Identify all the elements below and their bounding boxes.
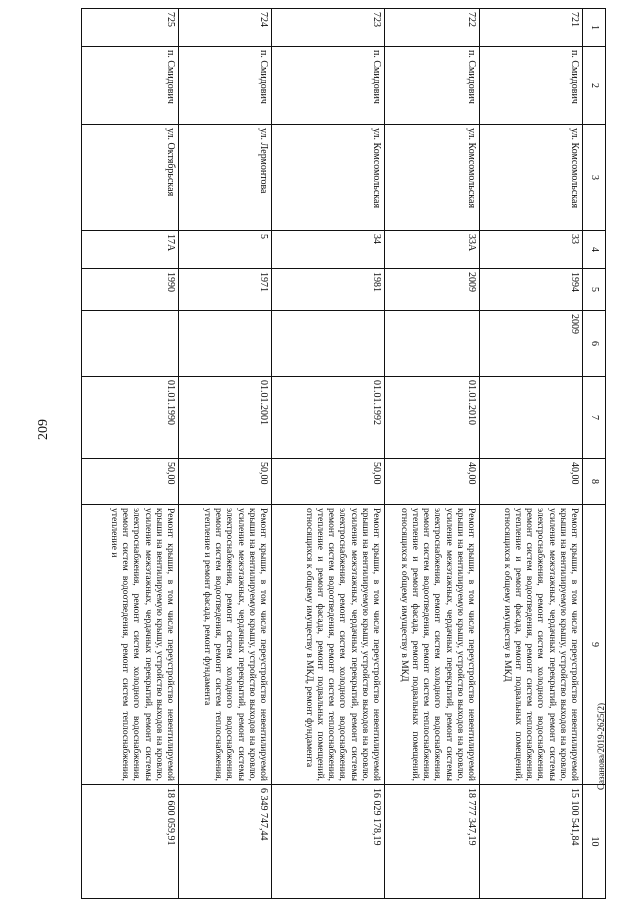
row-id: 721 (480, 9, 583, 47)
street-cell: ул. Октябрьская (82, 125, 179, 231)
percent-cell: 40,00 (480, 459, 583, 505)
year-built-cell: 1994 (480, 269, 583, 311)
row-id: 724 (179, 9, 272, 47)
street-cell: ул. Лермонтова (179, 125, 272, 231)
cost-cell: 16 029 178,19 (272, 785, 385, 899)
col-header-7: 7 (583, 377, 606, 459)
works-cell: Ремонт крыши, в том числе переустройство невентилируемой крыши на вентилируемую крышу, устройство выходов на кровлю, усиление межэтажных, чердачных перекрытий, ремонт системы электроснабжения, ремонт систем холодного водоснабжения, ремонт систем водоотведения, ремонт систем теплоснабжения, утепление и ремонт фасада, ремонт фундамента (179, 505, 272, 785)
table-row (179, 9, 272, 899)
date-7-cell: 01.01.1992 (272, 377, 385, 459)
row-id: 723 (272, 9, 385, 47)
col-header-4: 4 (583, 231, 606, 269)
col-header-2: 2 (583, 47, 606, 125)
settlement-cell: п. Смидович (385, 47, 480, 125)
table-row (480, 9, 583, 899)
date-7-cell: 01.01.1990 (82, 377, 179, 459)
row-id: 722 (385, 9, 480, 47)
cost-cell: 6 349 747,44 (179, 785, 272, 899)
col-header-6: 6 (583, 311, 606, 377)
year-6-cell (272, 311, 385, 377)
year-6-cell: 2009 (480, 311, 583, 377)
col-header-9: 9 (583, 505, 606, 785)
col-header-8: 8 (583, 459, 606, 505)
page-number: 209 (36, 419, 51, 440)
date-7-cell: 01.01.2010 (385, 377, 480, 459)
house-cell: 33 (480, 231, 583, 269)
year-6-cell (179, 311, 272, 377)
year-6-cell (385, 311, 480, 377)
date-7-cell: 01.01.2001 (179, 377, 272, 459)
footer-note: Сазанова/2019-2625(2) (596, 703, 606, 790)
house-cell: 34 (272, 231, 385, 269)
percent-cell: 40,00 (385, 459, 480, 505)
percent-cell: 50,00 (272, 459, 385, 505)
table-row (272, 9, 385, 899)
works-cell: Ремонт крыши, в том числе переустройство невентилируемой крыши на вентилируемую крышу, устройство выходов на кровлю, усиление межэтажных, чердачных перекрытий, ремонт системы электроснабжения, ремонт систем холодного водоснабжения, ремонт систем водоотведения, ремонт систем теплоснабжения, утепление и ремонт фасада, ремонт подвальных помещений, относящихся к общему имуществу в МКД (480, 505, 583, 785)
table-row (82, 9, 179, 899)
repair-program-table (81, 8, 606, 899)
col-header-10: 10 (583, 785, 606, 899)
year-6-cell (82, 311, 179, 377)
cost-cell: 18 600 059,91 (82, 785, 179, 899)
house-cell: 17А (82, 231, 179, 269)
col-header-5: 5 (583, 269, 606, 311)
settlement-cell: п. Смидович (179, 47, 272, 125)
street-cell: ул. Комсомольская (272, 125, 385, 231)
year-built-cell: 1990 (82, 269, 179, 311)
year-built-cell: 1981 (272, 269, 385, 311)
row-id: 725 (82, 9, 179, 47)
settlement-cell: п. Смидович (82, 47, 179, 125)
date-7-cell (480, 377, 583, 459)
house-cell: 33А (385, 231, 480, 269)
house-cell: 5 (179, 231, 272, 269)
works-cell: Ремонт крыши, в том числе переустройство невентилируемой крыши на вентилируемую крышу, устройство выходов на кровлю, усиление межэтажных, чердачных перекрытий, ремонт системы электроснабжения, ремонт систем холодного водоснабжения, ремонт систем водоотведения, ремонт систем теплоснабжения, утепление и ремонт фасада, ремонт подвальных помещений, относящихся к общему имуществу в МКД, ремонт фундамента (272, 505, 385, 785)
rotated-page-content (86, 8, 606, 898)
cost-cell: 15 100 541,84 (480, 785, 583, 899)
percent-cell: 50,00 (179, 459, 272, 505)
cost-cell: 18 777 347,19 (385, 785, 480, 899)
col-header-3: 3 (583, 125, 606, 231)
works-cell: Ремонт крыши, в том числе переустройство невентилируемой крыши на вентилируемую крышу, устройство выходов на кровлю, усиление межэтажных, чердачных перекрытий, ремонт системы электроснабжения, ремонт систем холодного водоснабжения, ремонт систем водоотведения, ремонт систем теплоснабжения, утепление и (82, 505, 179, 785)
year-built-cell: 1971 (179, 269, 272, 311)
street-cell: ул. Комсомольская (385, 125, 480, 231)
works-cell: Ремонт крыши, в том числе переустройство невентилируемой крыши на вентилируемую крышу, устройство выходов на кровлю, усиление межэтажных, чердачных перекрытий, ремонт системы электроснабжения, ремонт систем холодного водоснабжения, ремонт систем водоотведения, ремонт систем теплоснабжения, утепление и ремонт фасада, ремонт подвальных помещений, относящихся к общему имуществу в МКД (385, 505, 480, 785)
street-cell: ул. Комсомольская (480, 125, 583, 231)
year-built-cell: 2009 (385, 269, 480, 311)
table-row (385, 9, 480, 899)
settlement-cell: п. Смидович (272, 47, 385, 125)
percent-cell: 50,00 (82, 459, 179, 505)
settlement-cell: п. Смидович (480, 47, 583, 125)
col-header-1: 1 (583, 9, 606, 47)
